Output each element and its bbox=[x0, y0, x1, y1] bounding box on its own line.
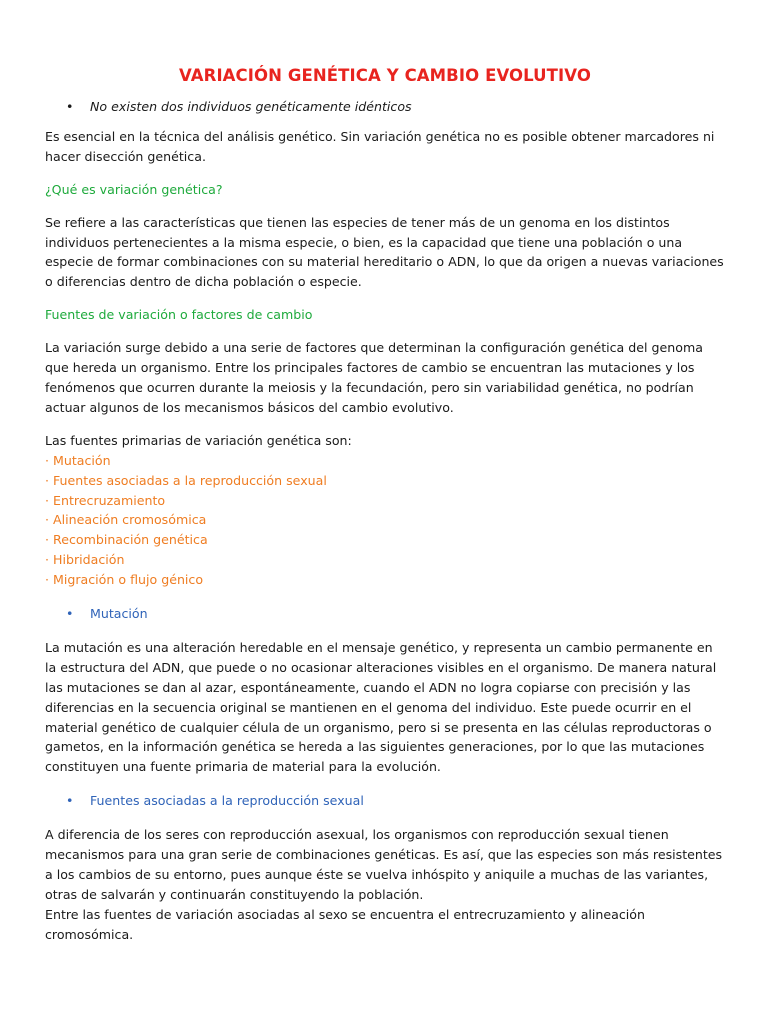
fuentes-paragraph: La variación surge debido a una serie de factores que determinan la configuración genética del genoma que hereda un organismo. Entre los principales factores de cambio se encuentran las mutaciones y los fenómenos que ocurren durante la meiosis y la fecundación, pero sin variabilidad genética, no podrían actuar algunos de los mecanismos básicos del cambio evolutivo. bbox=[45, 340, 703, 415]
heading-que-es: ¿Qué es variación genética? bbox=[45, 181, 223, 197]
section-heading-fuentes-sexual bbox=[45, 791, 725, 811]
section-heading-mutacion bbox=[45, 604, 725, 624]
intro-paragraph: Es esencial en la técnica del análisis genético. Sin variación genética no es posible obtener marcadores ni hacer disección genética. bbox=[45, 128, 715, 164]
bullet-icon: • bbox=[66, 99, 74, 114]
list-item: · Alineación cromosómica bbox=[45, 512, 207, 528]
section-heading-label: Fuentes asociadas a la reproducción sexual bbox=[90, 793, 364, 809]
bullet-icon: • bbox=[66, 606, 74, 622]
fuentes-sexual-paragraph: A diferencia de los seres con reproducción asexual, los organismos con reproducción sexual tienen mecanismos para una gran serie de combinaciones genéticas. Es así, que las especies son más resistentes a los cambios de su entorno, pues aunque éste se vuelva inhóspito y aniquile a muchas de las variantes, otras de salvarán y continuarán constituyendo la población. bbox=[45, 827, 723, 902]
document-title: VARIACIÓN GENÉTICA Y CAMBIO EVOLUTIVO bbox=[179, 66, 591, 85]
bullet-icon: • bbox=[66, 793, 74, 809]
list-item: · Migración o flujo génico bbox=[45, 572, 204, 588]
section-heading-label: Mutación bbox=[90, 606, 148, 622]
document-page bbox=[45, 66, 725, 945]
fuentes-sexual-paragraph-2: Entre las fuentes de variación asociadas al sexo se encuentra el entrecruzamiento y alineación cromosómica. bbox=[45, 906, 645, 942]
sources-list bbox=[45, 451, 725, 590]
list-item: · Fuentes asociadas a la reproducción sexual bbox=[45, 472, 327, 488]
heading-fuentes: Fuentes de variación o factores de cambio bbox=[45, 307, 313, 323]
mutacion-paragraph: La mutación es una alteración heredable en el mensaje genético, y representa un cambio permanente en la estructura del ADN, que puede o no ocasionar alteraciones visibles en el organismo. De manera natural las mutaciones se dan al azar, espontáneamente, cuando el ADN no logra copiarse con precisión y las diferencias en la secuencia original se mantienen en el genoma del individuo. Este puede ocurrir en el material genético de cualquier célula de un organismo, pero si se presenta en las células reproductoras o gametos, en la información genética se hereda a las siguientes generaciones, por lo que las mutaciones constituyen una fuente primaria de material para la evolución. bbox=[45, 639, 717, 775]
list-item: · Mutación bbox=[45, 452, 111, 468]
intro-bullet bbox=[45, 97, 725, 117]
list-item: · Entrecruzamiento bbox=[45, 492, 166, 508]
list-intro: Las fuentes primarias de variación genética son: bbox=[45, 432, 352, 448]
intro-bullet-text: No existen dos individuos genéticamente idénticos bbox=[90, 99, 412, 114]
list-item: · Recombinación genética bbox=[45, 532, 208, 548]
que-es-paragraph: Se refiere a las características que tienen las especies de tener más de un genoma en los distintos individuos pertenecientes a la misma especie, o bien, es la capacidad que tiene una población o una especie de formar combinaciones con su material hereditario o ADN, lo que da origen a nuevas variaciones o diferencias dentro de dicha población o especie. bbox=[45, 214, 724, 290]
list-item: · Hibridación bbox=[45, 552, 125, 568]
